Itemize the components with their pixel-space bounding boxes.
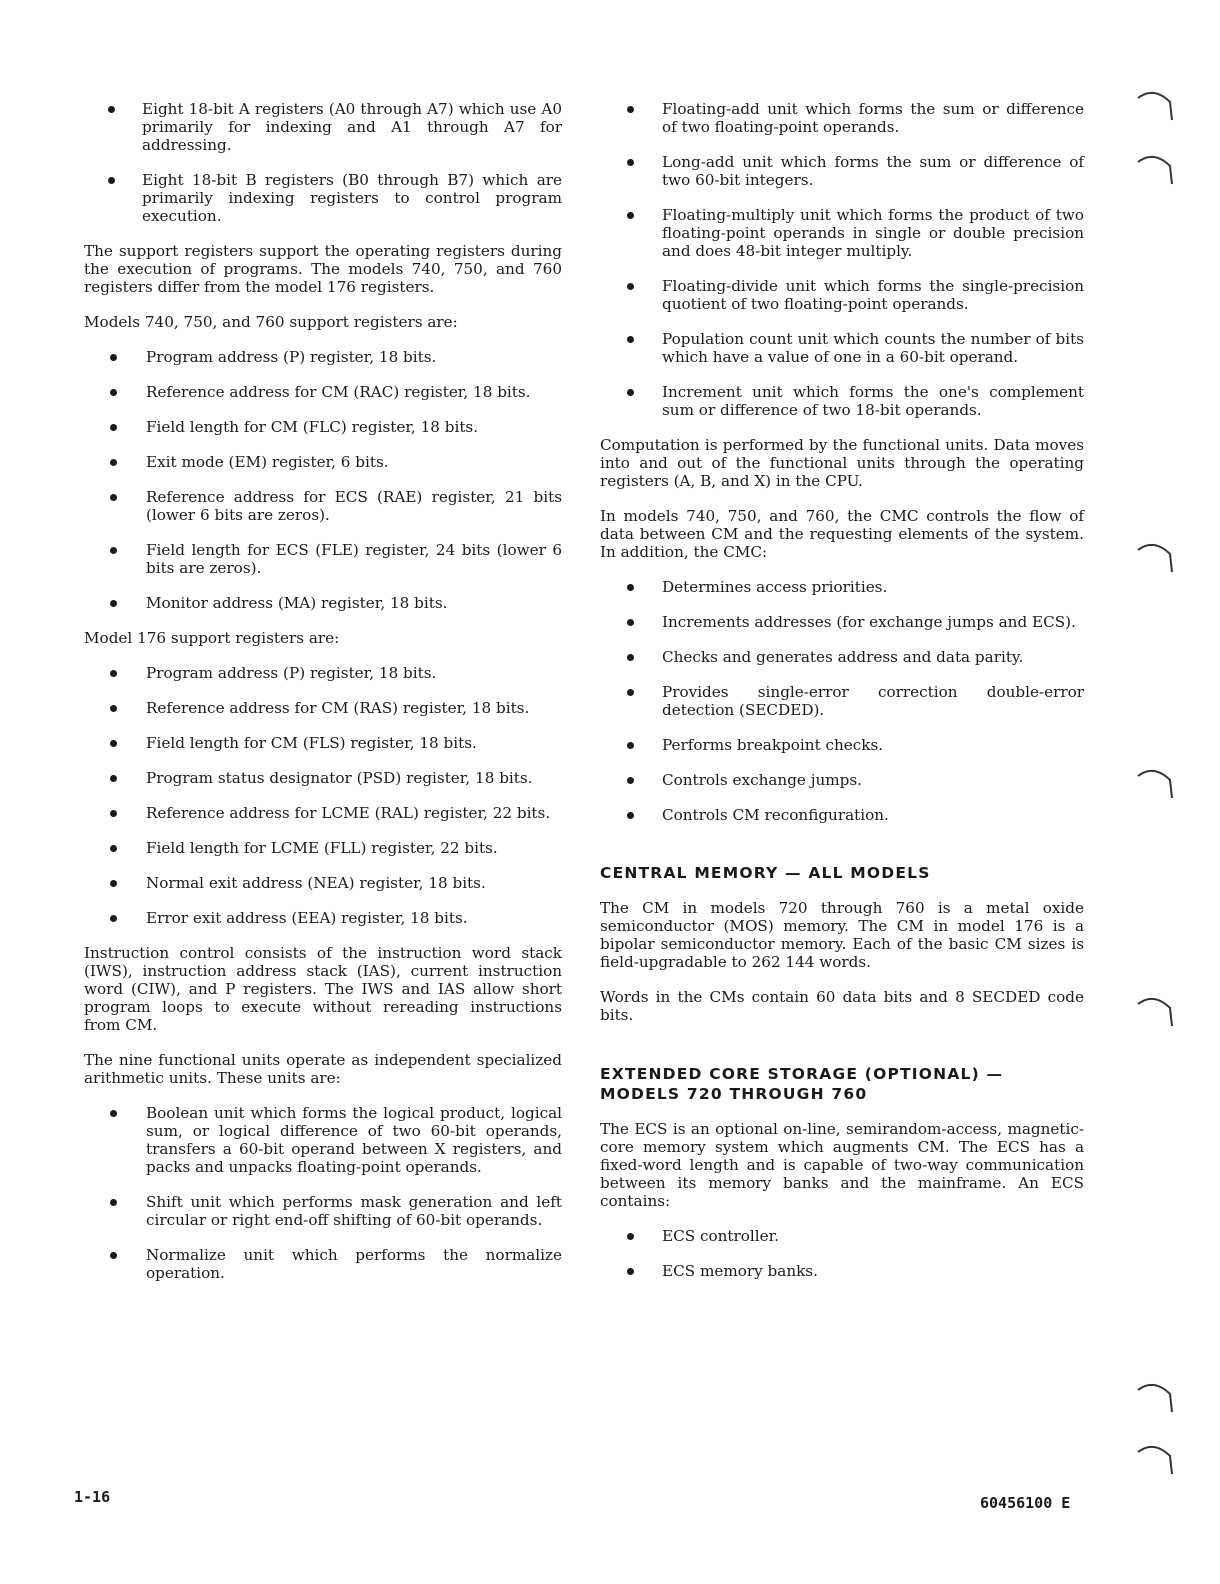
list-item: Program address (P) register, 18 bits. — [84, 348, 562, 366]
list-item: Exit mode (EM) register, 6 bits. — [84, 453, 562, 471]
cmc-functions-list — [600, 578, 1084, 824]
list-item: Field length for CM (FLS) register, 18 bits. — [84, 734, 562, 752]
list-item: ECS memory banks. — [600, 1262, 1084, 1280]
binder-hole-icon — [1136, 540, 1176, 580]
model-176-register-list — [84, 664, 562, 927]
computation-paragraph: Computation is performed by the functional units. Data moves into and out of the functional units through the operating registers (A, B, and X) in the CPU. — [600, 436, 1084, 490]
list-item: Field length for CM (FLC) register, 18 bits. — [84, 418, 562, 436]
list-item: Shift unit which performs mask generation and left circular or right end-off shifting of 60-bit operands. — [84, 1193, 562, 1229]
model-176-intro: Model 176 support registers are: — [84, 629, 340, 647]
central-memory-paragraph: The CM in models 720 through 760 is a metal oxide semiconductor (MOS) memory. The CM in model 176 is a bipolar semiconductor memory. Each of the basic CM sizes is field-upgradable to 262 144 words. — [600, 899, 1084, 971]
cmc-paragraph: In models 740, 750, and 760, the CMC controls the flow of data between CM and the requesting elements of the system. In addition, the CMC: — [600, 507, 1084, 561]
list-item: Floating-add unit which forms the sum or difference of two floating-point operands. — [600, 100, 1084, 136]
left-column — [84, 100, 562, 1299]
list-item: Reference address for LCME (RAL) register, 22 bits. — [84, 804, 562, 822]
binder-hole-icon — [1136, 766, 1176, 806]
list-item: Eight 18-bit A registers (A0 through A7) which use A0 primarily for indexing and A1 through A7 for addressing. — [84, 100, 562, 154]
list-item: Program address (P) register, 18 bits. — [84, 664, 562, 682]
list-item: Controls CM reconfiguration. — [600, 806, 1084, 824]
list-item: Boolean unit which forms the logical product, logical sum, or logical difference of two 60-bit operands, transfers a 60-bit operand between X registers, and packs and unpacks floating-point operands. — [84, 1104, 562, 1176]
list-item: ECS controller. — [600, 1227, 1084, 1245]
binder-hole-icon — [1136, 1442, 1176, 1482]
ecs-heading: EXTENDED CORE STORAGE (OPTIONAL) — MODELS 720 THROUGH 760 — [600, 1065, 1004, 1103]
support-registers-paragraph: The support registers support the operating registers during the execution of programs. The models 740, 750, and 760 registers differ from the model 176 registers. — [84, 242, 562, 296]
list-item: Floating-divide unit which forms the single-precision quotient of two floating-point operands. — [600, 277, 1084, 313]
list-item: Reference address for CM (RAS) register, 18 bits. — [84, 699, 562, 717]
list-item: Error exit address (EEA) register, 18 bits. — [84, 909, 562, 927]
list-item: Controls exchange jumps. — [600, 771, 1084, 789]
functional-units-list-continued — [600, 100, 1084, 419]
list-item: Floating-multiply unit which forms the product of two floating-point operands in single or double precision and does 48-bit integer multiply. — [600, 206, 1084, 260]
binder-hole-icon — [1136, 994, 1176, 1034]
section-spacer — [600, 841, 1084, 863]
list-item: Long-add unit which forms the sum or difference of two 60-bit integers. — [600, 153, 1084, 189]
document-number: 60456100 E — [980, 1494, 1071, 1512]
a-b-register-list — [84, 100, 562, 225]
binder-hole-icon — [1136, 1380, 1176, 1420]
list-item: Provides single-error correction double-error detection (SECDED). — [600, 683, 1084, 719]
list-item: Reference address for ECS (RAE) register, 21 bits (lower 6 bits are zeros). — [84, 488, 562, 524]
binder-hole-icon — [1136, 88, 1176, 128]
functional-units-intro: The nine functional units operate as independent specialized arithmetic units. These units are: — [84, 1051, 562, 1087]
list-item: Reference address for CM (RAC) register, 18 bits. — [84, 383, 562, 401]
list-item: Checks and generates address and data parity. — [600, 648, 1084, 666]
list-item: Population count unit which counts the number of bits which have a value of one in a 60-bit operand. — [600, 330, 1084, 366]
list-item: Normalize unit which performs the normalize operation. — [84, 1246, 562, 1282]
list-item: Field length for LCME (FLL) register, 22 bits. — [84, 839, 562, 857]
ecs-paragraph: The ECS is an optional on-line, semirandom-access, magnetic-core memory system which augments CM. The ECS has a fixed-word length and is capable of two-way communication between its memory banks and the mainframe. An ECS contains: — [600, 1120, 1084, 1210]
list-item: Eight 18-bit B registers (B0 through B7) which are primarily indexing registers to control program execution. — [84, 171, 562, 225]
list-item: Increments addresses (for exchange jumps and ECS). — [600, 613, 1084, 631]
central-memory-heading: CENTRAL MEMORY — ALL MODELS — [600, 864, 931, 882]
list-item: Performs breakpoint checks. — [600, 736, 1084, 754]
list-item: Increment unit which forms the one's complement sum or difference of two 18-bit operands. — [600, 383, 1084, 419]
page-number: 1-16 — [74, 1488, 111, 1506]
models-7xx-intro: Models 740, 750, and 760 support registers are: — [84, 313, 458, 331]
list-item: Determines access priorities. — [600, 578, 1084, 596]
binder-hole-icon — [1136, 152, 1176, 192]
ecs-components-list — [600, 1227, 1084, 1280]
instruction-control-paragraph: Instruction control consists of the instruction word stack (IWS), instruction address stack (IAS), current instruction word (CIW), and P registers. The IWS and IAS allow short program loops to execute without rereading instructions from CM. — [84, 944, 562, 1034]
list-item: Normal exit address (NEA) register, 18 bits. — [84, 874, 562, 892]
list-item: Monitor address (MA) register, 18 bits. — [84, 594, 562, 612]
list-item: Program status designator (PSD) register, 18 bits. — [84, 769, 562, 787]
cm-words-paragraph: Words in the CMs contain 60 data bits and 8 SECDED code bits. — [600, 988, 1084, 1024]
list-item: Field length for ECS (FLE) register, 24 bits (lower 6 bits are zeros). — [84, 541, 562, 577]
models-7xx-register-list — [84, 348, 562, 612]
right-column — [600, 100, 1084, 1297]
functional-units-list — [84, 1104, 562, 1282]
